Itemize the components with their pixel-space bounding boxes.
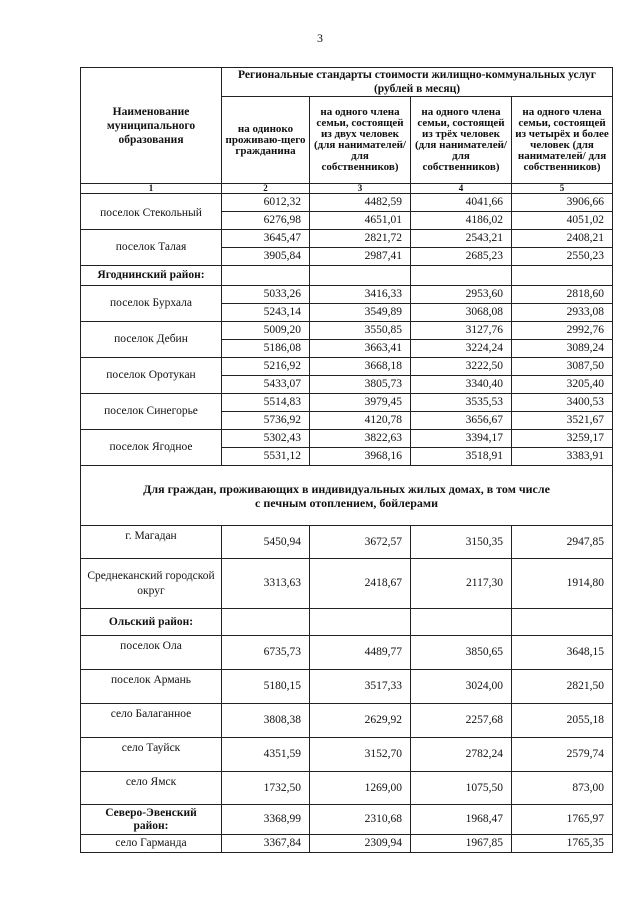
value-cell: 1765,97 (512, 805, 613, 835)
value-cell: 3224,24 (411, 340, 512, 358)
value-cell: 2685,23 (411, 248, 512, 266)
settlement-name: село Тауйск (81, 738, 222, 772)
value-cell: 3150,35 (411, 526, 512, 559)
value-cell: 3822,63 (310, 430, 411, 448)
value-cell: 5531,12 (222, 448, 310, 466)
value-cell: 3518,91 (411, 448, 512, 466)
value-cell: 1732,50 (222, 772, 310, 805)
value-cell: 5186,08 (222, 340, 310, 358)
column-index: 1 (81, 184, 222, 194)
settlement-name: поселок Талая (81, 230, 222, 266)
value-cell: 5216,92 (222, 358, 310, 376)
value-cell: 3313,63 (222, 559, 310, 609)
table-row (81, 394, 613, 412)
value-cell: 6012,32 (222, 194, 310, 212)
value-cell: 3259,17 (512, 430, 613, 448)
settlement-name: поселок Оротукан (81, 358, 222, 394)
value-cell: 2933,08 (512, 304, 613, 322)
value-cell: 3024,00 (411, 670, 512, 704)
value-cell: 4041,66 (411, 194, 512, 212)
header-two-person-family: на одного члена семьи, состоящей из двух человек (для нанимателей/ для собственников) (310, 97, 411, 184)
settlement-name: поселок Армань (81, 670, 222, 704)
header-name-column: Наименование муниципального образования (81, 68, 222, 184)
settlement-name: поселок Ола (81, 636, 222, 670)
district-row (81, 266, 613, 286)
settlement-name: село Балаганное (81, 704, 222, 738)
column-index: 2 (222, 184, 310, 194)
settlement-name: поселок Синегорье (81, 394, 222, 430)
value-cell: 3672,57 (310, 526, 411, 559)
value-cell: 2992,76 (512, 322, 613, 340)
table-row (81, 358, 613, 376)
value-cell: 2310,68 (310, 805, 411, 835)
value-cell: 3550,85 (310, 322, 411, 340)
district-name: Ягоднинский район: (81, 266, 222, 286)
settlement-name: г. Магадан (81, 526, 222, 559)
value-cell: 4051,02 (512, 212, 613, 230)
table-row (81, 230, 613, 248)
value-cell: 3368,99 (222, 805, 310, 835)
housing-standards-table (80, 67, 613, 853)
value-cell: 3222,50 (411, 358, 512, 376)
table-row (81, 772, 613, 805)
district-name: Ольский район: (81, 609, 222, 636)
value-cell: 2309,94 (310, 835, 411, 853)
value-cell: 3089,24 (512, 340, 613, 358)
value-cell: 2629,92 (310, 704, 411, 738)
value-cell: 3968,16 (310, 448, 411, 466)
table-row (81, 430, 613, 448)
table-row (81, 670, 613, 704)
value-cell: 2821,50 (512, 670, 613, 704)
value-cell: 4120,78 (310, 412, 411, 430)
value-cell: 2117,30 (411, 559, 512, 609)
value-cell: 3805,73 (310, 376, 411, 394)
district-row (81, 609, 613, 636)
value-cell: 5514,83 (222, 394, 310, 412)
value-cell: 3205,40 (512, 376, 613, 394)
value-cell: 873,00 (512, 772, 613, 805)
value-cell: 4351,59 (222, 738, 310, 772)
value-cell: 2782,24 (411, 738, 512, 772)
column-index-row (81, 184, 613, 194)
value-cell: 3645,47 (222, 230, 310, 248)
value-cell: 2953,60 (411, 286, 512, 304)
section-title: Для граждан, проживающих в индивидуальных жилых домах, в том числе с печным отоплением, бойлерами (81, 466, 613, 526)
table-row (81, 805, 613, 835)
settlement-name: поселок Ягодное (81, 430, 222, 466)
value-cell: 1765,35 (512, 835, 613, 853)
table-row (81, 194, 613, 212)
settlement-name: село Ямск (81, 772, 222, 805)
column-index: 5 (512, 184, 613, 194)
value-cell: 6735,73 (222, 636, 310, 670)
value-cell: 3087,50 (512, 358, 613, 376)
value-cell: 3668,18 (310, 358, 411, 376)
value-cell: 6276,98 (222, 212, 310, 230)
value-cell: 2579,74 (512, 738, 613, 772)
value-cell: 3127,76 (411, 322, 512, 340)
value-cell: 4186,02 (411, 212, 512, 230)
value-cell: 2987,41 (310, 248, 411, 266)
table-row (81, 286, 613, 304)
value-cell: 2543,21 (411, 230, 512, 248)
value-cell: 3905,84 (222, 248, 310, 266)
value-cell: 1967,85 (411, 835, 512, 853)
value-cell: 1968,47 (411, 805, 512, 835)
value-cell: 4489,77 (310, 636, 411, 670)
value-cell: 3340,40 (411, 376, 512, 394)
value-cell: 2418,67 (310, 559, 411, 609)
value-cell: 5433,07 (222, 376, 310, 394)
value-cell: 3152,70 (310, 738, 411, 772)
table-row (81, 636, 613, 670)
value-cell: 5180,15 (222, 670, 310, 704)
value-cell: 3394,17 (411, 430, 512, 448)
table-row (81, 738, 613, 772)
table-row (81, 704, 613, 738)
value-cell: 2818,60 (512, 286, 613, 304)
settlement-name: Среднеканский городской округ (81, 559, 222, 609)
value-cell: 2550,23 (512, 248, 613, 266)
value-cell: 4651,01 (310, 212, 411, 230)
column-index: 4 (411, 184, 512, 194)
value-cell: 3549,89 (310, 304, 411, 322)
header-three-person-family: на одного члена семьи, состоящей из трёх человек (для нанимателей/ для собственников) (411, 97, 512, 184)
value-cell: 5243,14 (222, 304, 310, 322)
value-cell: 1269,00 (310, 772, 411, 805)
settlement-name: поселок Бурхала (81, 286, 222, 322)
value-cell: 2257,68 (411, 704, 512, 738)
value-cell: 2408,21 (512, 230, 613, 248)
settlement-name: поселок Стекольный (81, 194, 222, 230)
value-cell: 3400,53 (512, 394, 613, 412)
value-cell: 3979,45 (310, 394, 411, 412)
value-cell: 3663,41 (310, 340, 411, 358)
value-cell: 3416,33 (310, 286, 411, 304)
column-index: 3 (310, 184, 411, 194)
value-cell: 3906,66 (512, 194, 613, 212)
table-row (81, 835, 613, 853)
value-cell: 2055,18 (512, 704, 613, 738)
value-cell: 2821,72 (310, 230, 411, 248)
value-cell: 1075,50 (411, 772, 512, 805)
value-cell: 3367,84 (222, 835, 310, 853)
value-cell: 3808,38 (222, 704, 310, 738)
value-cell: 2947,85 (512, 526, 613, 559)
table-row (81, 322, 613, 340)
value-cell: 5302,43 (222, 430, 310, 448)
value-cell: 1914,80 (512, 559, 613, 609)
value-cell: 3068,08 (411, 304, 512, 322)
value-cell: 3383,91 (512, 448, 613, 466)
value-cell: 3517,33 (310, 670, 411, 704)
value-cell: 5736,92 (222, 412, 310, 430)
value-cell: 5009,20 (222, 322, 310, 340)
settlement-name: село Гарманда (81, 835, 222, 853)
value-cell: 3648,15 (512, 636, 613, 670)
header-four-plus-family: на одного члена семьи, состоящей из четырёх и более человек (для нанимателей/ для собственников) (512, 97, 613, 184)
value-cell: 5450,94 (222, 526, 310, 559)
header-single-resident: на одиноко проживаю-щего гражданина (222, 97, 310, 184)
header-group-title: Региональные стандарты стоимости жилищно-коммунальных услуг (рублей в месяц) (222, 68, 613, 97)
settlement-name: поселок Дебин (81, 322, 222, 358)
value-cell: 4482,59 (310, 194, 411, 212)
value-cell: 3656,67 (411, 412, 512, 430)
value-cell: 3535,53 (411, 394, 512, 412)
table-row (81, 559, 613, 609)
value-cell: 3521,67 (512, 412, 613, 430)
page-number: 3 (317, 31, 323, 45)
value-cell: 5033,26 (222, 286, 310, 304)
district-name: Северо-Эвенский район: (81, 805, 222, 835)
value-cell: 3850,65 (411, 636, 512, 670)
table-row (81, 526, 613, 559)
section-row (81, 466, 613, 526)
